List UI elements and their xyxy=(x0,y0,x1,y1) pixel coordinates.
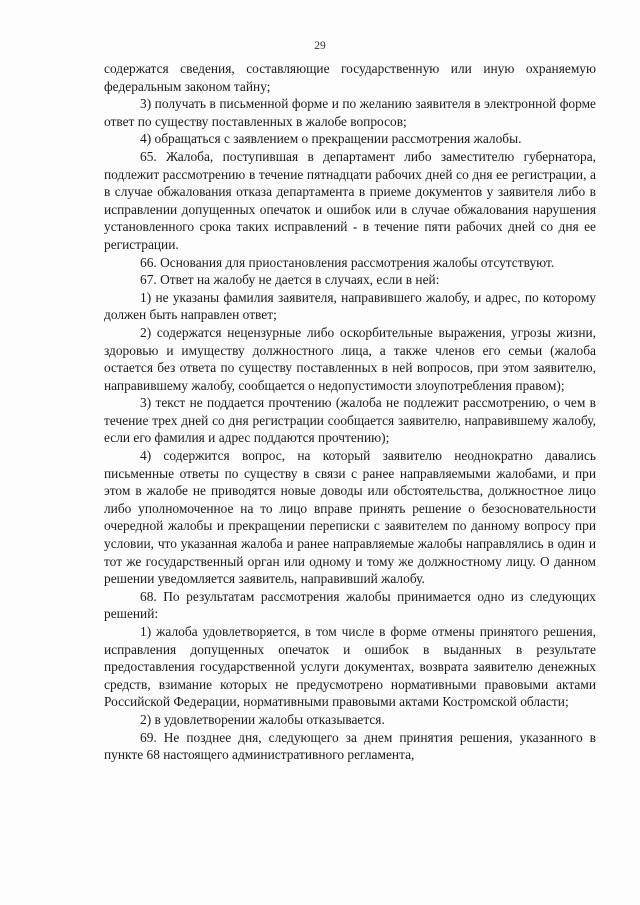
paragraph: 67. Ответ на жалобу не дается в случаях, если в ней: xyxy=(140,272,440,288)
paragraph: 66. Основания для приостановления рассмотрения жалобы отсутствуют. xyxy=(140,254,555,270)
paragraph: 69. Не позднее дня, следующего за днем принятия решения, указанного в пункте 68 настоящего административного регламента, xyxy=(104,729,596,763)
paragraph: 1) не указаны фамилия заявителя, направившего жалобу, и адрес, по которому должен быть направлен ответ; xyxy=(104,289,596,323)
paragraph: 1) жалоба удовлетворяется, в том числе в форме отмены принятого решения, исправления допущенных опечаток и ошибок в выданных в результате предоставления государственной услуги документах, возврата заявителю денежных средств, взимание которых не предусмотрено нормативными правовыми актами Российской Федерации, нормативными правовыми актами Костромской области; xyxy=(104,624,596,710)
paragraph: 68. По результатам рассмотрения жалобы принимается одно из следующих решений: xyxy=(104,588,596,622)
paragraph: содержатся сведения, составляющие государственную или иную охраняемую федеральным законом тайну; xyxy=(104,61,596,94)
page-number: 29 xyxy=(314,40,326,52)
paragraph: 3) получать в письменной форме и по желанию заявителя в электронной форме ответ по существу поставленных в жалобе вопросов; xyxy=(104,96,596,129)
paragraph: 4) содержится вопрос, на который заявителю неоднократно давались письменные ответы по существу в связи с ранее направляемыми жалобами, и при этом в жалобе не приводятся новые доводы или обстоятельства, должностное лицо либо уполномоченное на то лицо вправе принять решение о безосновательности очередной жалобы и прекращении переписки с заявителем по данному вопросу при условии, что указанная жалоба и ранее направляемые жалобы направлялись в один и тот же государственный орган или одному и тому же должностному лицу. О данном решении уведомляется заявитель, направивший жалобу. xyxy=(104,448,596,587)
document-body xyxy=(104,60,596,764)
paragraph: 2) в удовлетворении жалобы отказывается. xyxy=(140,711,385,727)
paragraph: 3) текст не поддается прочтению (жалоба не подлежит рассмотрению, о чем в течение трех дней со дня регистрации сообщается заявителю, направившему жалобу, если его фамилия и адрес поддаются прочтению); xyxy=(104,395,596,446)
paragraph: 65. Жалоба, поступившая в департамент либо заместителю губернатора, подлежит рассмотрению в течение пятнадцати рабочих дней со дня ее регистрации, а в случае обжалования отказа департамента в приеме документов у заявителя либо в исправлении допущенных опечаток и ошибок или в случае обжалования нарушения установленного срока таких исправлений - в течение пяти рабочих дней со дня ее регистрации. xyxy=(104,148,596,252)
paragraph: 2) содержатся нецензурные либо оскорбительные выражения, угрозы жизни, здоровью и имуществу должностного лица, а также членов его семьи (жалоба остается без ответа по существу поставленных в ней вопросов, при этом заявителю, направившему жалобу, сообщается о недопустимости злоупотребления правом); xyxy=(104,324,596,393)
paragraph: 4) обращаться с заявлением о прекращении рассмотрения жалобы. xyxy=(140,131,522,147)
